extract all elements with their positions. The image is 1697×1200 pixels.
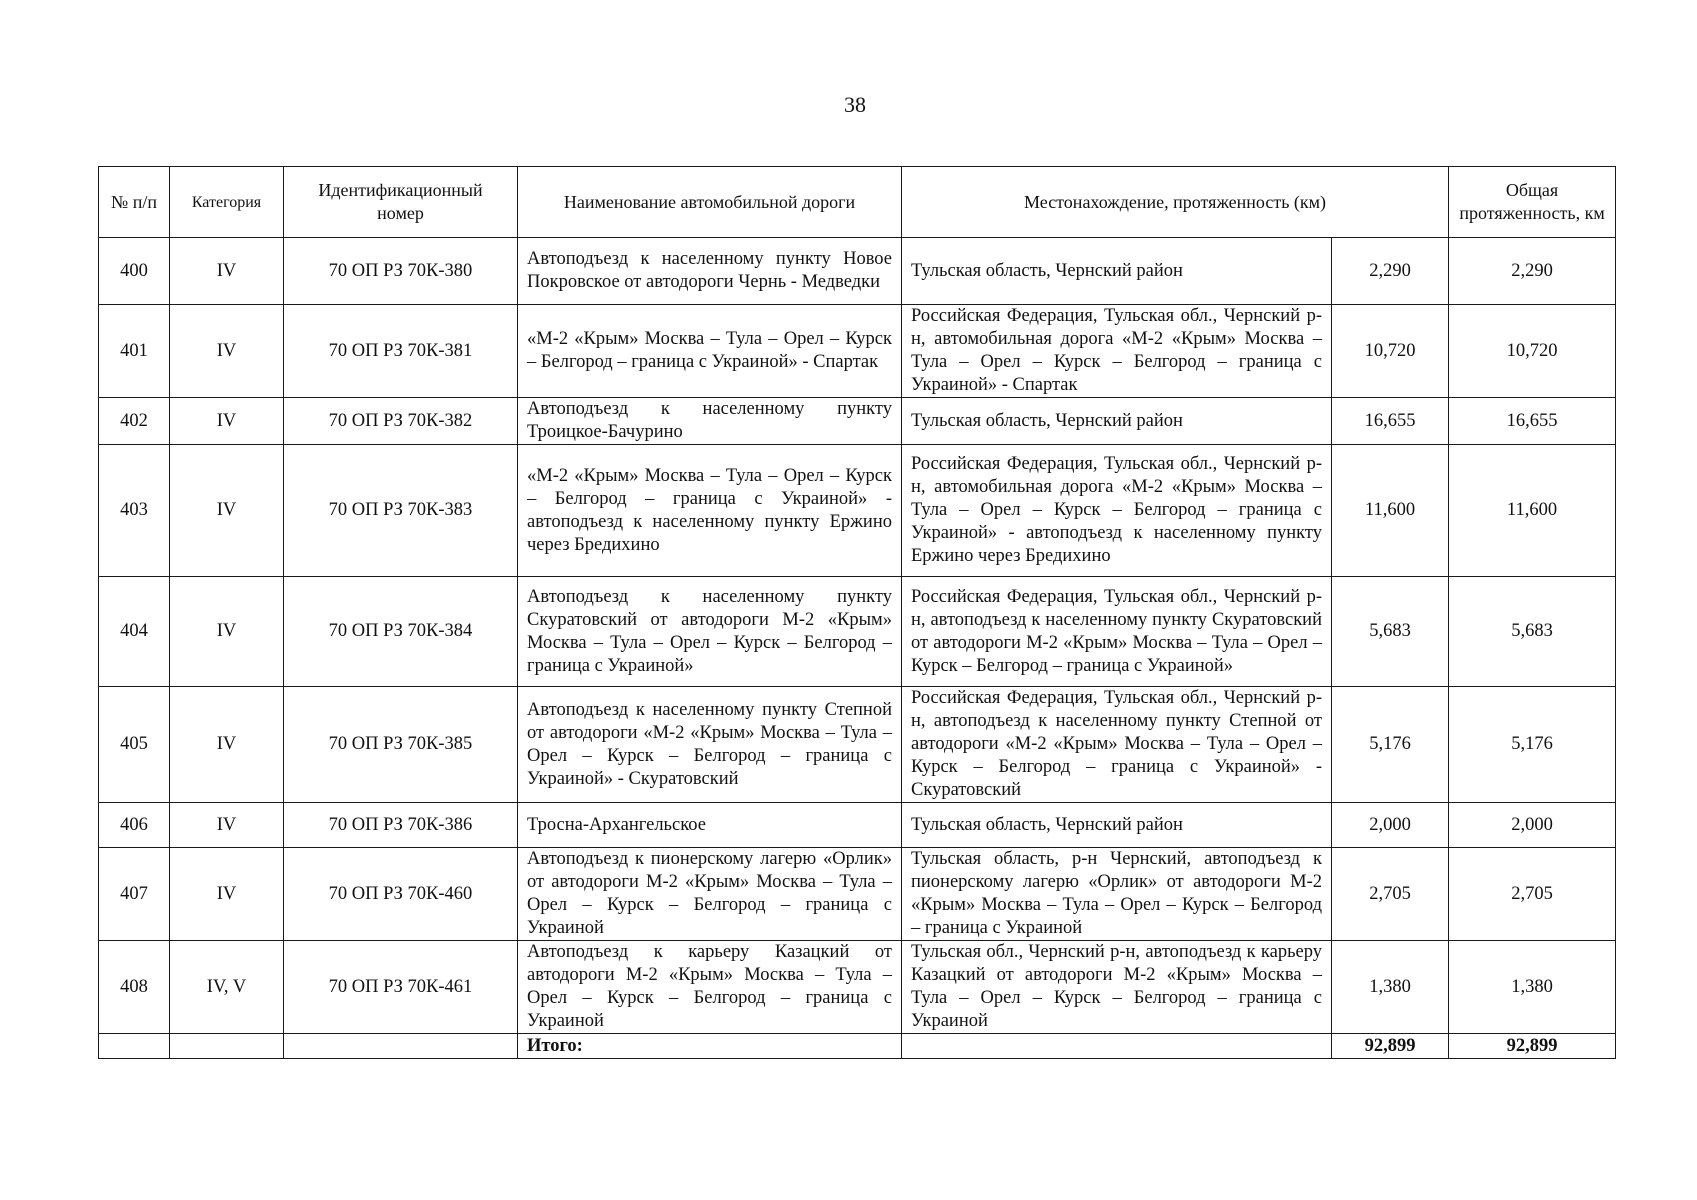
table-row — [99, 803, 1616, 848]
row-num: 408 — [99, 941, 170, 1034]
total-empty-id — [284, 1034, 518, 1059]
row-road-name: Автоподъезд к карьеру Казацкий от автодороги М-2 «Крым» Москва – Тула – Орел – Курск – Белгород – граница с Украиной — [518, 941, 902, 1034]
row-road-name: Автоподъезд к населенному пункту Новое Покровское от автодороги Чернь - Медведки — [518, 238, 902, 305]
total-overall-length: 92,899 — [1449, 1034, 1616, 1059]
page-number: 38 — [844, 92, 866, 117]
total-length: 92,899 — [1332, 1034, 1449, 1059]
row-category: IV — [170, 238, 284, 305]
header-name: Наименование автомобильной дороги — [518, 167, 902, 238]
row-total-length: 5,176 — [1449, 687, 1616, 803]
total-empty-category — [170, 1034, 284, 1059]
total-empty-location — [902, 1034, 1332, 1059]
table-row — [99, 445, 1616, 577]
row-category: IV — [170, 803, 284, 848]
row-road-name: Автоподъезд к пионерскому лагерю «Орлик» от автодороги М-2 «Крым» Москва – Тула – Орел – Курск – Белгород – граница с Украиной — [518, 848, 902, 941]
header-num: № п/п — [99, 167, 170, 238]
row-total-length: 1,380 — [1449, 941, 1616, 1034]
row-road-name: «М-2 «Крым» Москва – Тула – Орел – Курск – Белгород – граница с Украиной» - Спартак — [518, 305, 902, 398]
row-road-name: Автоподъезд к населенному пункту Троицкое-Бачурино — [518, 398, 902, 445]
row-id: 70 ОП РЗ 70К-382 — [284, 398, 518, 445]
row-id: 70 ОП РЗ 70К-380 — [284, 238, 518, 305]
header-category: Категория — [170, 167, 284, 238]
row-location: Российская Федерация, Тульская обл., Чернский р-н, автомобильная дорога «М-2 «Крым» Москва – Тула – Орел – Курск – Белгород – граница с Украиной» - Спартак — [902, 305, 1332, 398]
row-id: 70 ОП РЗ 70К-381 — [284, 305, 518, 398]
row-length: 1,380 — [1332, 941, 1449, 1034]
row-length: 5,683 — [1332, 577, 1449, 687]
row-total-length: 5,683 — [1449, 577, 1616, 687]
header-row — [99, 167, 1616, 238]
row-total-length: 2,290 — [1449, 238, 1616, 305]
row-road-name: Автоподъезд к населенному пункту Скуратовский от автодороги М-2 «Крым» Москва – Тула – Орел – Курск – Белгород – граница с Украиной» — [518, 577, 902, 687]
row-category: IV — [170, 398, 284, 445]
row-id: 70 ОП РЗ 70К-385 — [284, 687, 518, 803]
header-location: Местонахождение, протяженность (км) — [902, 167, 1449, 238]
row-road-name: Тросна-Архангельское — [518, 803, 902, 848]
table-row — [99, 941, 1616, 1034]
row-length: 11,600 — [1332, 445, 1449, 577]
row-num: 404 — [99, 577, 170, 687]
roads-table — [98, 166, 1616, 1059]
total-empty-num — [99, 1034, 170, 1059]
row-num: 401 — [99, 305, 170, 398]
row-num: 400 — [99, 238, 170, 305]
row-category: IV — [170, 305, 284, 398]
total-label: Итого: — [518, 1034, 902, 1059]
row-num: 406 — [99, 803, 170, 848]
table-row — [99, 577, 1616, 687]
row-category: IV — [170, 445, 284, 577]
total-row — [99, 1034, 1616, 1059]
row-length: 16,655 — [1332, 398, 1449, 445]
row-category: IV — [170, 848, 284, 941]
row-num: 407 — [99, 848, 170, 941]
row-length: 10,720 — [1332, 305, 1449, 398]
table-row — [99, 305, 1616, 398]
row-total-length: 11,600 — [1449, 445, 1616, 577]
row-road-name: «М-2 «Крым» Москва – Тула – Орел – Курск – Белгород – граница с Украиной» - автоподъезд к населенному пункту Ержино через Бредихино — [518, 445, 902, 577]
row-num: 402 — [99, 398, 170, 445]
row-id: 70 ОП РЗ 70К-460 — [284, 848, 518, 941]
row-id: 70 ОП РЗ 70К-386 — [284, 803, 518, 848]
row-total-length: 16,655 — [1449, 398, 1616, 445]
row-num: 405 — [99, 687, 170, 803]
row-total-length: 2,705 — [1449, 848, 1616, 941]
row-total-length: 2,000 — [1449, 803, 1616, 848]
row-id: 70 ОП РЗ 70К-383 — [284, 445, 518, 577]
row-length: 2,290 — [1332, 238, 1449, 305]
header-id: Идентификационный номер — [284, 167, 518, 238]
row-category: IV — [170, 687, 284, 803]
table-row — [99, 398, 1616, 445]
row-location: Тульская обл., Чернский р-н, автоподъезд к карьеру Казацкий от автодороги М-2 «Крым» Москва – Тула – Орел – Курск – Белгород – граница с Украиной — [902, 941, 1332, 1034]
row-category: IV, V — [170, 941, 284, 1034]
table-row — [99, 687, 1616, 803]
row-length: 2,000 — [1332, 803, 1449, 848]
row-location: Российская Федерация, Тульская обл., Чернский р-н, автомобильная дорога «М-2 «Крым» Москва – Тула – Орел – Курск – Белгород – граница с Украиной» - автоподъезд к населенному пункту Ержино через Бредихино — [902, 445, 1332, 577]
row-location: Российская Федерация, Тульская обл., Чернский р-н, автоподъезд к населенному пункту Скуратовский от автодороги М-2 «Крым» Москва – Тула – Орел – Курск – Белгород – граница с Украиной» — [902, 577, 1332, 687]
row-num: 403 — [99, 445, 170, 577]
row-id: 70 ОП РЗ 70К-384 — [284, 577, 518, 687]
row-location: Российская Федерация, Тульская обл., Чернский р-н, автоподъезд к населенному пункту Степной от автодороги «М-2 «Крым» Москва – Тула – Орел – Курск – Белгород – граница с Украиной» - Скуратовский — [902, 687, 1332, 803]
row-length: 2,705 — [1332, 848, 1449, 941]
table-body — [99, 238, 1616, 1059]
table-row — [99, 238, 1616, 305]
row-location: Тульская область, Чернский район — [902, 398, 1332, 445]
row-location: Тульская область, р-н Чернский, автоподъезд к пионерскому лагерю «Орлик» от автодороги М-2 «Крым» Москва – Тула – Орел – Курск – Белгород – граница с Украиной — [902, 848, 1332, 941]
header-total-length: Общая протяженность, км — [1449, 167, 1616, 238]
row-location: Тульская область, Чернский район — [902, 803, 1332, 848]
row-total-length: 10,720 — [1449, 305, 1616, 398]
table-row — [99, 848, 1616, 941]
row-road-name: Автоподъезд к населенному пункту Степной от автодороги «М-2 «Крым» Москва – Тула – Орел – Курск – Белгород – граница с Украиной» - Скуратовский — [518, 687, 902, 803]
row-category: IV — [170, 577, 284, 687]
row-length: 5,176 — [1332, 687, 1449, 803]
row-id: 70 ОП РЗ 70К-461 — [284, 941, 518, 1034]
row-location: Тульская область, Чернский район — [902, 238, 1332, 305]
